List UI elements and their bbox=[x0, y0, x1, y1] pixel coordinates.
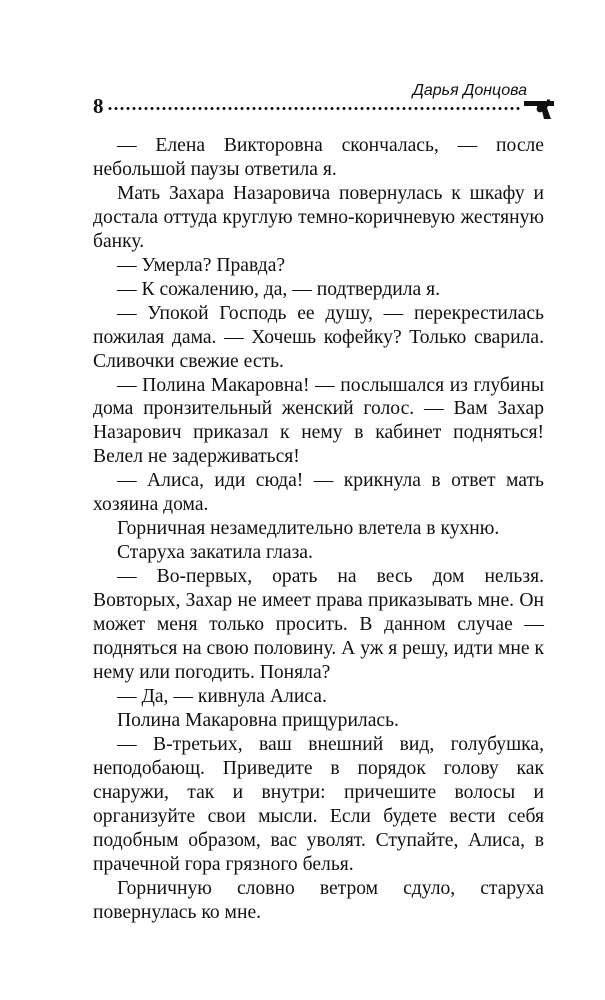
paragraph: — Полина Макаровна! — послышался из глубины дома пронзительный женский голос. — Вам Захар Назарович приказал к нему в кабинет подняться! Велел не задерживаться! bbox=[93, 374, 544, 468]
paragraph: Горничная незамедлительно влетела в кухню. bbox=[117, 518, 500, 540]
paragraph: Старуха закатила глаза. bbox=[117, 542, 313, 564]
paragraph: — Умерла? Правда? bbox=[117, 254, 286, 276]
page-number: 8 bbox=[93, 94, 104, 118]
paragraph: — К сожалению, да, — подтвердила я. bbox=[117, 278, 441, 300]
dotted-leader bbox=[107, 106, 521, 111]
paragraph: — Елена Викторовна скончалась, — после небольшой паузы ответила я. bbox=[93, 135, 544, 180]
running-header bbox=[93, 80, 557, 120]
revolver-icon bbox=[523, 98, 557, 120]
author-name: Дарья Донцова bbox=[412, 82, 527, 99]
paragraph: — Упокой Господь ее душу, — перекрестилась пожилая дама. — Хочешь кофейку? Только сварила. Сливочки свежие есть. bbox=[93, 302, 544, 372]
paragraph: Полина Макаровна прищурилась. bbox=[117, 709, 399, 731]
paragraph: — В-третьих, ваш внешний вид, голубушка, неподобающ. Приведите в порядок голову как снаружи, так и внутри: причешите волосы и организуйте свои мысли. Если будете вести себя подобным образом, вас уволят. Ступайте, Алиса, в прачечной гора грязного белья. bbox=[93, 733, 544, 875]
paragraph: Мать Захара Назаровича повернулась к шкафу и достала оттуда круглую темно-коричневую жестяную банку. bbox=[93, 182, 544, 252]
paragraph: — Да, — кивнула Алиса. bbox=[117, 685, 327, 707]
body-text bbox=[93, 134, 544, 924]
paragraph: Горничную словно ветром сдуло, старуха повернулась ко мне. bbox=[93, 877, 544, 923]
paragraph: — Во-первых, орать на весь дом нельзя. Вовторых, Захар не имеет права приказывать мне. Он может меня только просить. В данном случае — подняться на свою половину. А уж я решу, идти мне к нему или погодить. Поняла? bbox=[93, 566, 544, 683]
paragraph: — Алиса, иди сюда! — крикнула в ответ мать хозяина дома. bbox=[93, 470, 544, 516]
